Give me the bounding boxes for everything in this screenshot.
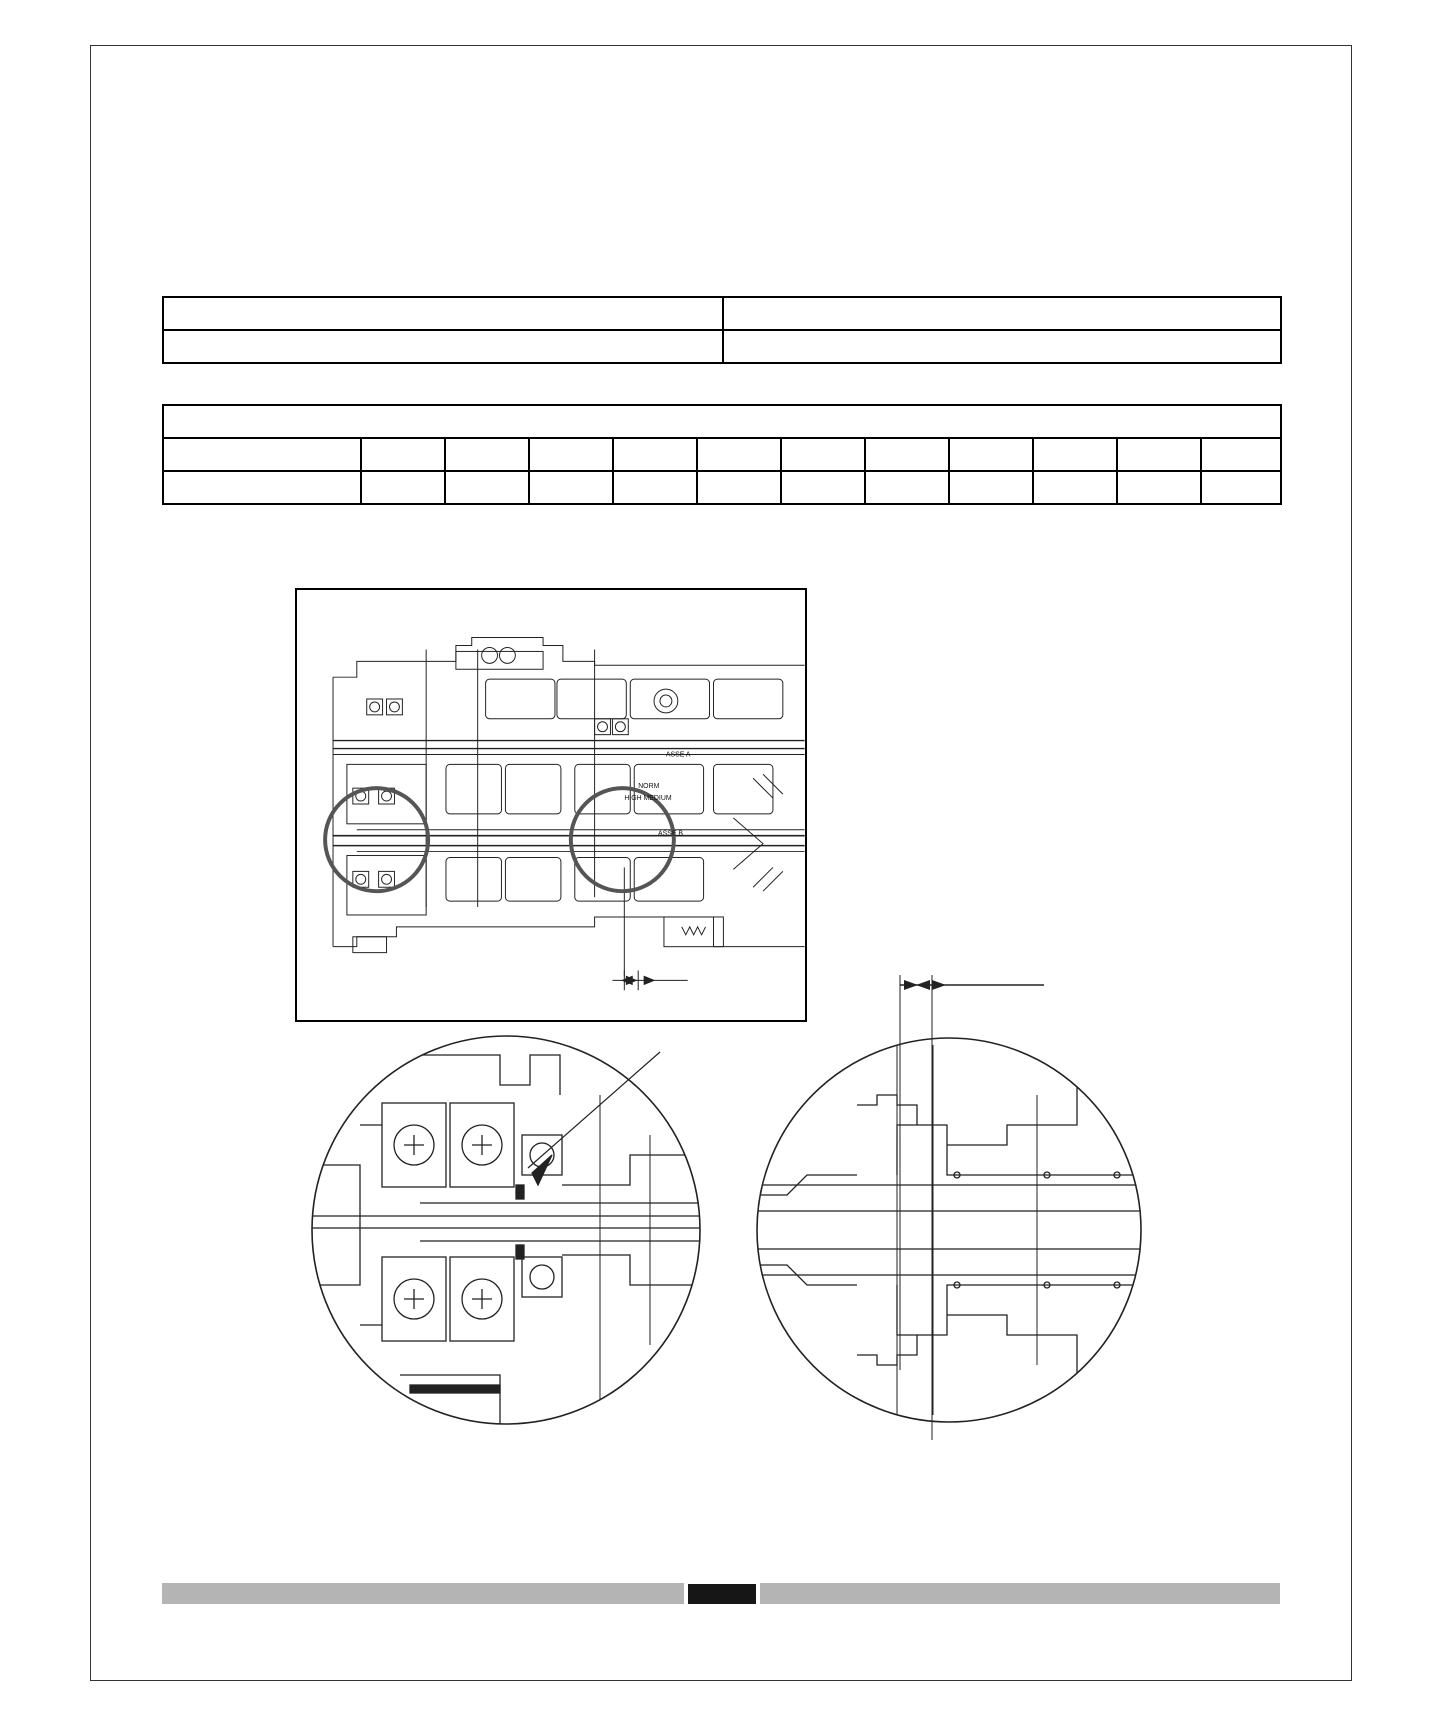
table-cell	[163, 330, 723, 363]
table-cell	[163, 471, 361, 504]
table-cell	[361, 438, 445, 471]
table-header-cell	[163, 405, 1281, 438]
table-cell	[445, 438, 529, 471]
table-cell	[1201, 438, 1281, 471]
table-cell	[445, 471, 529, 504]
table-cell	[697, 471, 781, 504]
page-number	[688, 1584, 756, 1604]
table-cell	[865, 438, 949, 471]
transmission-section-figure	[295, 588, 807, 1022]
table-cell	[781, 471, 865, 504]
table-cell	[865, 471, 949, 504]
table-cell	[361, 471, 445, 504]
table-cell	[1117, 471, 1201, 504]
table-cell	[613, 438, 697, 471]
table-cell	[723, 297, 1281, 330]
table-cell	[1033, 438, 1117, 471]
table-cell	[163, 438, 361, 471]
shaft-b-label: ASSE B	[658, 830, 684, 838]
table-cell	[1117, 438, 1201, 471]
spec-table-2	[162, 404, 1282, 505]
detail-left-figure	[300, 1035, 710, 1425]
table-cell	[949, 438, 1033, 471]
footer-bar-left	[162, 1583, 684, 1604]
high-medium-label: HIGH MEDIUM	[624, 795, 672, 803]
table-cell	[781, 438, 865, 471]
table-cell	[697, 438, 781, 471]
table-cell	[1201, 471, 1281, 504]
spec-table-1	[162, 296, 1282, 364]
table-cell	[723, 330, 1281, 363]
table-cell	[529, 438, 613, 471]
footer-bar-right	[760, 1583, 1280, 1604]
table-cell	[529, 471, 613, 504]
table-cell	[1033, 471, 1117, 504]
table-cell	[613, 471, 697, 504]
detail-right-figure	[747, 1035, 1151, 1425]
norm-label: NORM	[638, 783, 660, 791]
shaft-a-label: ASSE A	[665, 751, 691, 759]
table-cell	[163, 297, 723, 330]
table-cell	[949, 471, 1033, 504]
